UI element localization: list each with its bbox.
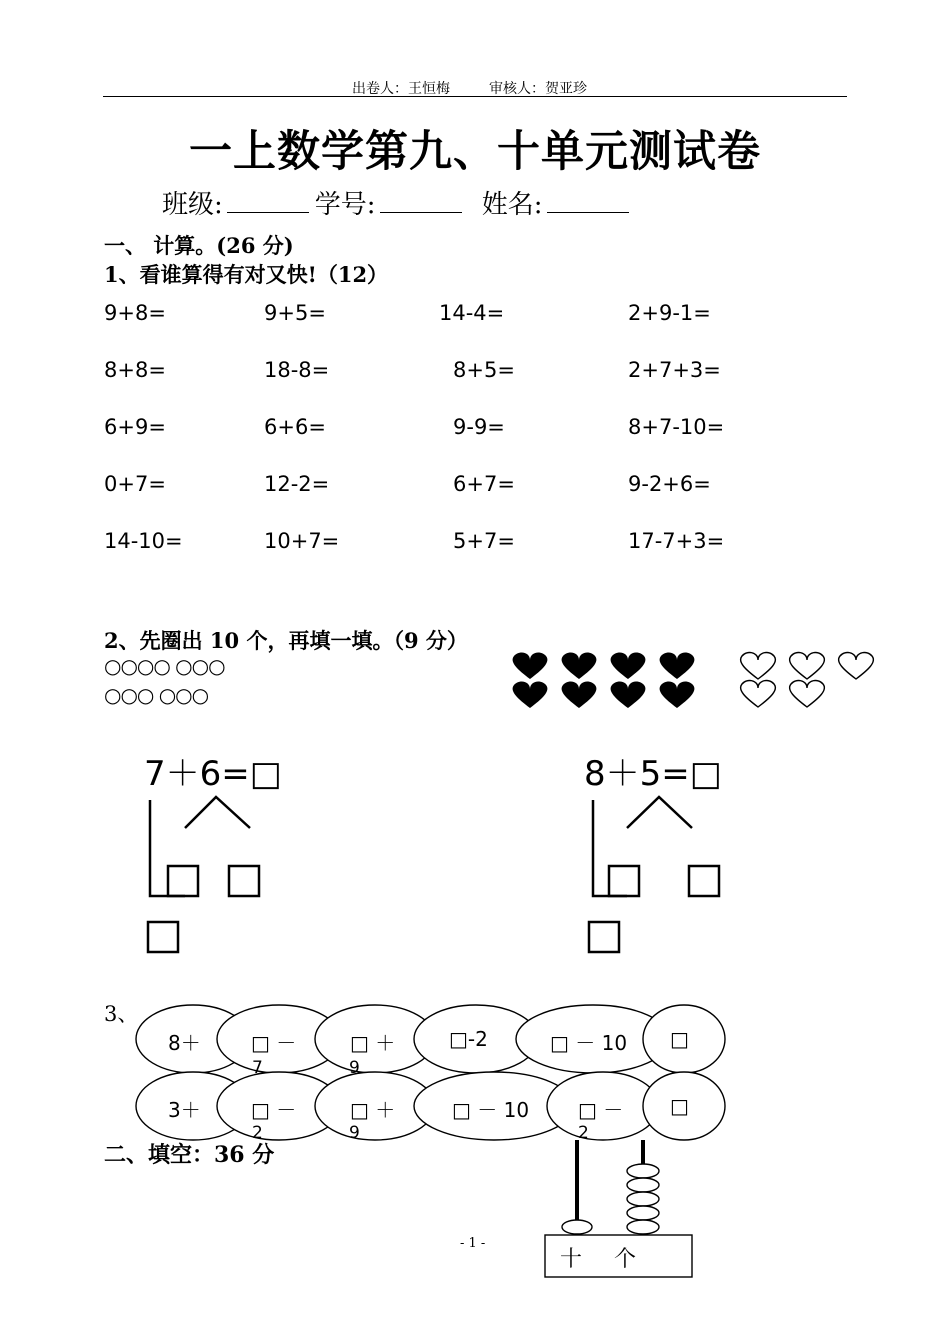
section2-heading: 二、填空：36 分	[104, 1142, 275, 1168]
number-label: 学号:	[314, 190, 376, 220]
problem: 6+6=	[264, 415, 326, 439]
chain-subtext: 2	[578, 1123, 589, 1143]
heart-filled-icon	[562, 653, 597, 679]
chain-text: □	[670, 1094, 689, 1118]
q1-heading: 1、看谁算得有对又快!（12）	[104, 262, 389, 287]
problem: 8+8=	[104, 358, 166, 382]
problem: 6+7=	[453, 472, 515, 496]
equation-left: 7＋6=□	[144, 754, 282, 794]
problem: 9-2+6=	[628, 472, 711, 496]
chain-text: 3＋	[168, 1098, 201, 1122]
chain-text: □-2	[449, 1027, 488, 1051]
heart-filled-icon	[660, 653, 695, 679]
header-reviewer: 审核人：贺亚珍	[489, 81, 587, 97]
heart-filled-icon	[611, 653, 646, 679]
outline-hearts	[741, 653, 874, 707]
chain-text: □ －	[251, 1031, 297, 1055]
abacus-tens-label: 十	[560, 1247, 583, 1272]
bead-icon	[627, 1178, 659, 1192]
chain-subtext: 7	[252, 1058, 263, 1078]
problem: 8+7-10=	[628, 415, 725, 439]
problem: 10+7=	[264, 529, 340, 553]
problem: 6+9=	[104, 415, 166, 439]
problem: 14-4=	[439, 301, 505, 325]
page-number: - 1 -	[460, 1236, 486, 1251]
bead-icon	[627, 1220, 659, 1234]
heart-filled-icon	[611, 682, 646, 708]
problem: 14-10=	[104, 529, 183, 553]
problem: 9+5=	[264, 301, 326, 325]
problem: 12-2=	[264, 472, 330, 496]
heart-outline-icon	[790, 653, 825, 679]
problem: 18-8=	[264, 358, 330, 382]
chain-text: □ － 10	[452, 1098, 530, 1122]
problem: 0+7=	[104, 472, 166, 496]
problem: 2+9-1=	[628, 301, 711, 325]
problem: 9-9=	[453, 415, 505, 439]
chain-text: □ －	[578, 1098, 624, 1122]
abacus-ones-label: 个	[614, 1247, 637, 1272]
header-author: 出卷人：王恒梅	[352, 81, 450, 97]
equation-right: 8＋5=□	[584, 754, 722, 794]
heart-outline-icon	[790, 681, 825, 707]
bead-icon	[627, 1206, 659, 1220]
chain-text: 8＋	[168, 1031, 201, 1055]
bead-icon	[562, 1220, 592, 1234]
ellipse-chain-row2	[136, 1072, 725, 1140]
decomposition-right	[589, 797, 719, 952]
section1-heading: 一、 计算。(26 分)	[104, 233, 294, 258]
filled-hearts	[513, 653, 695, 708]
heart-filled-icon	[562, 682, 597, 708]
chain-subtext: 9	[349, 1058, 360, 1078]
q3-label: 3、	[104, 1002, 139, 1026]
heart-filled-icon	[513, 653, 548, 679]
page-title: 一上数学第九、十单元测试卷	[189, 127, 761, 177]
problem: 8+5=	[453, 358, 515, 382]
chain-text: □ － 10	[550, 1031, 628, 1055]
bead-icon	[627, 1192, 659, 1206]
name-label: 姓名:	[481, 190, 543, 220]
decomposition-left	[148, 797, 259, 952]
circles-row: ○○○○ ○○○	[104, 654, 225, 678]
class-label: 班级:	[162, 190, 223, 220]
heart-outline-icon	[741, 681, 776, 707]
bead-icon	[627, 1164, 659, 1178]
ellipse-chain-row1	[136, 1005, 725, 1073]
chain-text: □ －	[251, 1098, 297, 1122]
q2-heading: 2、先圈出 10 个，再填一填。（9 分）	[104, 628, 468, 653]
heart-outline-icon	[741, 653, 776, 679]
heart-filled-icon	[513, 682, 548, 708]
problem: 2+7+3=	[628, 358, 721, 382]
heart-filled-icon	[660, 682, 695, 708]
chain-text: □ ＋	[350, 1098, 396, 1122]
heart-outline-icon	[839, 653, 874, 679]
chain-subtext: 9	[349, 1123, 360, 1143]
problem: 9+8=	[104, 301, 166, 325]
circles-row: ○○○ ○○○	[104, 683, 209, 707]
chain-text: □ ＋	[350, 1031, 396, 1055]
chain-subtext: 2	[252, 1123, 263, 1143]
chain-text: □	[670, 1027, 689, 1051]
problem: 17-7+3=	[628, 529, 725, 553]
problem: 5+7=	[453, 529, 515, 553]
